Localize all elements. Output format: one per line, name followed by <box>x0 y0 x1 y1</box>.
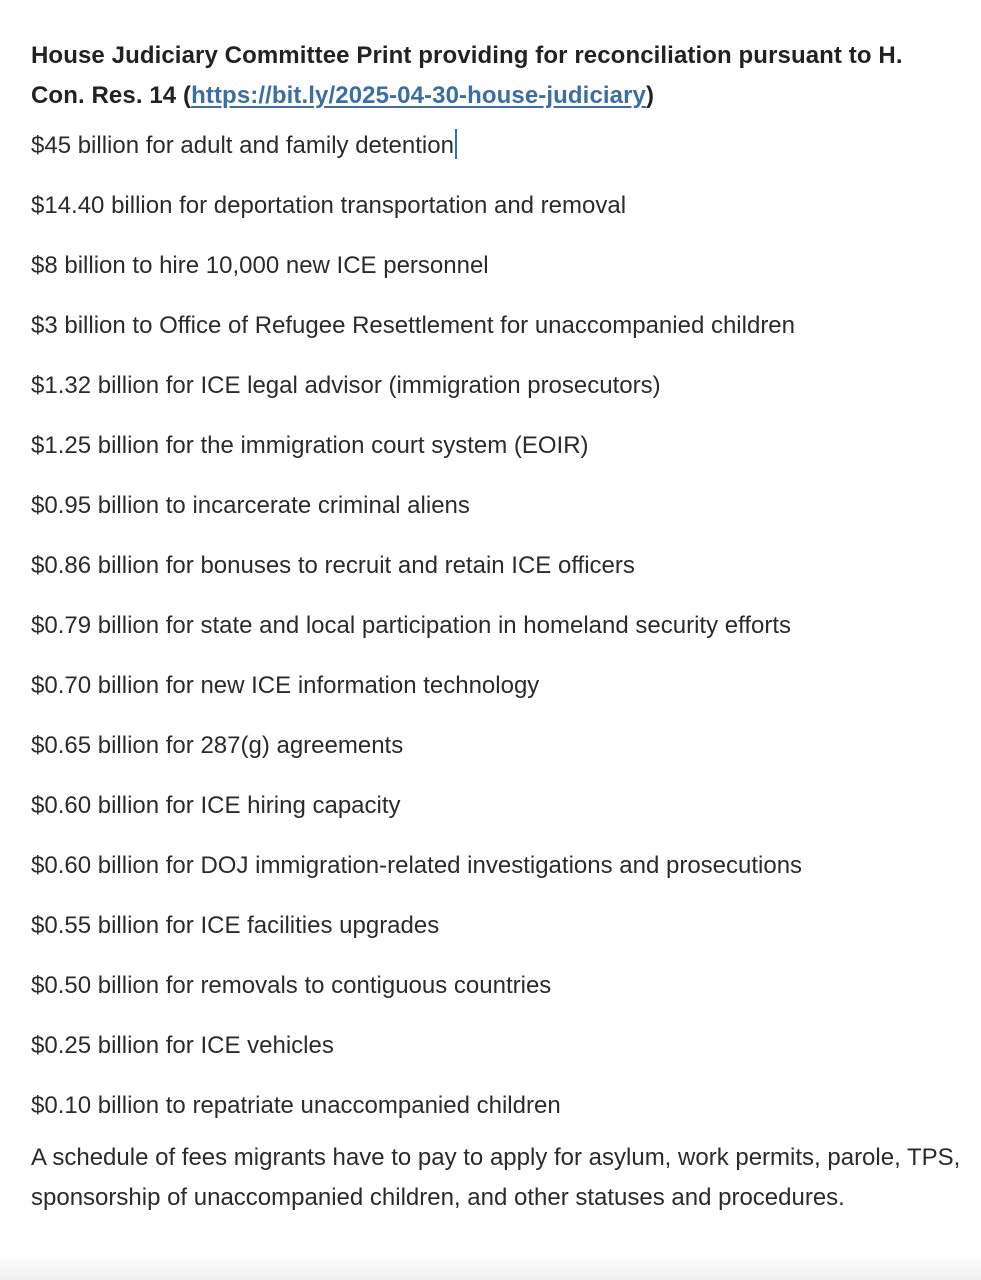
list-item-text: $1.25 billion for the immigration court system (EOIR) <box>31 432 589 459</box>
list-item[interactable] <box>31 476 961 536</box>
list-item-text: $0.55 billion for ICE facilities upgrades <box>31 912 440 939</box>
list-item[interactable] <box>31 776 961 836</box>
list-item[interactable] <box>31 296 961 356</box>
document-heading <box>31 36 961 116</box>
list-item-text: $0.95 billion to incarcerate criminal aliens <box>31 492 470 519</box>
list-item[interactable] <box>31 1016 961 1076</box>
document-body <box>31 36 961 1218</box>
list-item-text: $0.60 billion for DOJ immigration-related investigations and prosecutions <box>31 852 803 879</box>
list-item[interactable] <box>31 356 961 416</box>
list-item-text: $0.70 billion for new ICE information technology <box>31 672 540 699</box>
list-item-text: $0.79 billion for state and local participation in homeland security efforts <box>31 612 791 639</box>
list-item-text: $0.50 billion for removals to contiguous countries <box>31 972 552 999</box>
text-cursor <box>455 129 457 159</box>
funding-list <box>31 116 961 1136</box>
heading-text: House Judiciary Committee Print providing for reconciliation pursuant to H. Con. Res. 14 ( <box>31 42 903 109</box>
list-item[interactable] <box>31 1076 961 1136</box>
list-item-text: $0.60 billion for ICE hiring capacity <box>31 792 401 819</box>
list-item-text: $0.86 billion for bonuses to recruit and retain ICE officers <box>31 552 635 579</box>
closing-paragraph[interactable]: A schedule of fees migrants have to pay to apply for asylum, work permits, parole, TPS, sponsorship of unaccompanied children, and other statuses and procedures. <box>31 1144 961 1211</box>
list-item-text: $14.40 billion for deportation transportation and removal <box>31 192 627 219</box>
list-item-text: $8 billion to hire 10,000 new ICE personnel <box>31 252 489 279</box>
list-item[interactable] <box>31 116 961 176</box>
list-item[interactable] <box>31 896 961 956</box>
list-item[interactable] <box>31 416 961 476</box>
list-item[interactable] <box>31 536 961 596</box>
list-item-text: $3 billion to Office of Refugee Resettlement for unaccompanied children <box>31 312 796 339</box>
list-item[interactable] <box>31 596 961 656</box>
list-item[interactable] <box>31 956 961 1016</box>
heading-text-end: ) <box>646 82 655 109</box>
list-item[interactable] <box>31 836 961 896</box>
list-item-text: $0.65 billion for 287(g) agreements <box>31 732 404 759</box>
list-item[interactable] <box>31 716 961 776</box>
list-item[interactable] <box>31 236 961 296</box>
bottom-shadow <box>0 1254 981 1280</box>
list-item[interactable] <box>31 656 961 716</box>
list-item-text: $0.25 billion for ICE vehicles <box>31 1032 334 1059</box>
judiciary-link[interactable]: https://bit.ly/2025-04-30-house-judiciary <box>191 82 646 109</box>
list-item-text: $0.10 billion to repatriate unaccompanied children <box>31 1092 561 1119</box>
list-item[interactable] <box>31 176 961 236</box>
list-item-text: $1.32 billion for ICE legal advisor (immigration prosecutors) <box>31 372 661 399</box>
list-item-text: $45 billion for adult and family detention <box>31 132 454 159</box>
